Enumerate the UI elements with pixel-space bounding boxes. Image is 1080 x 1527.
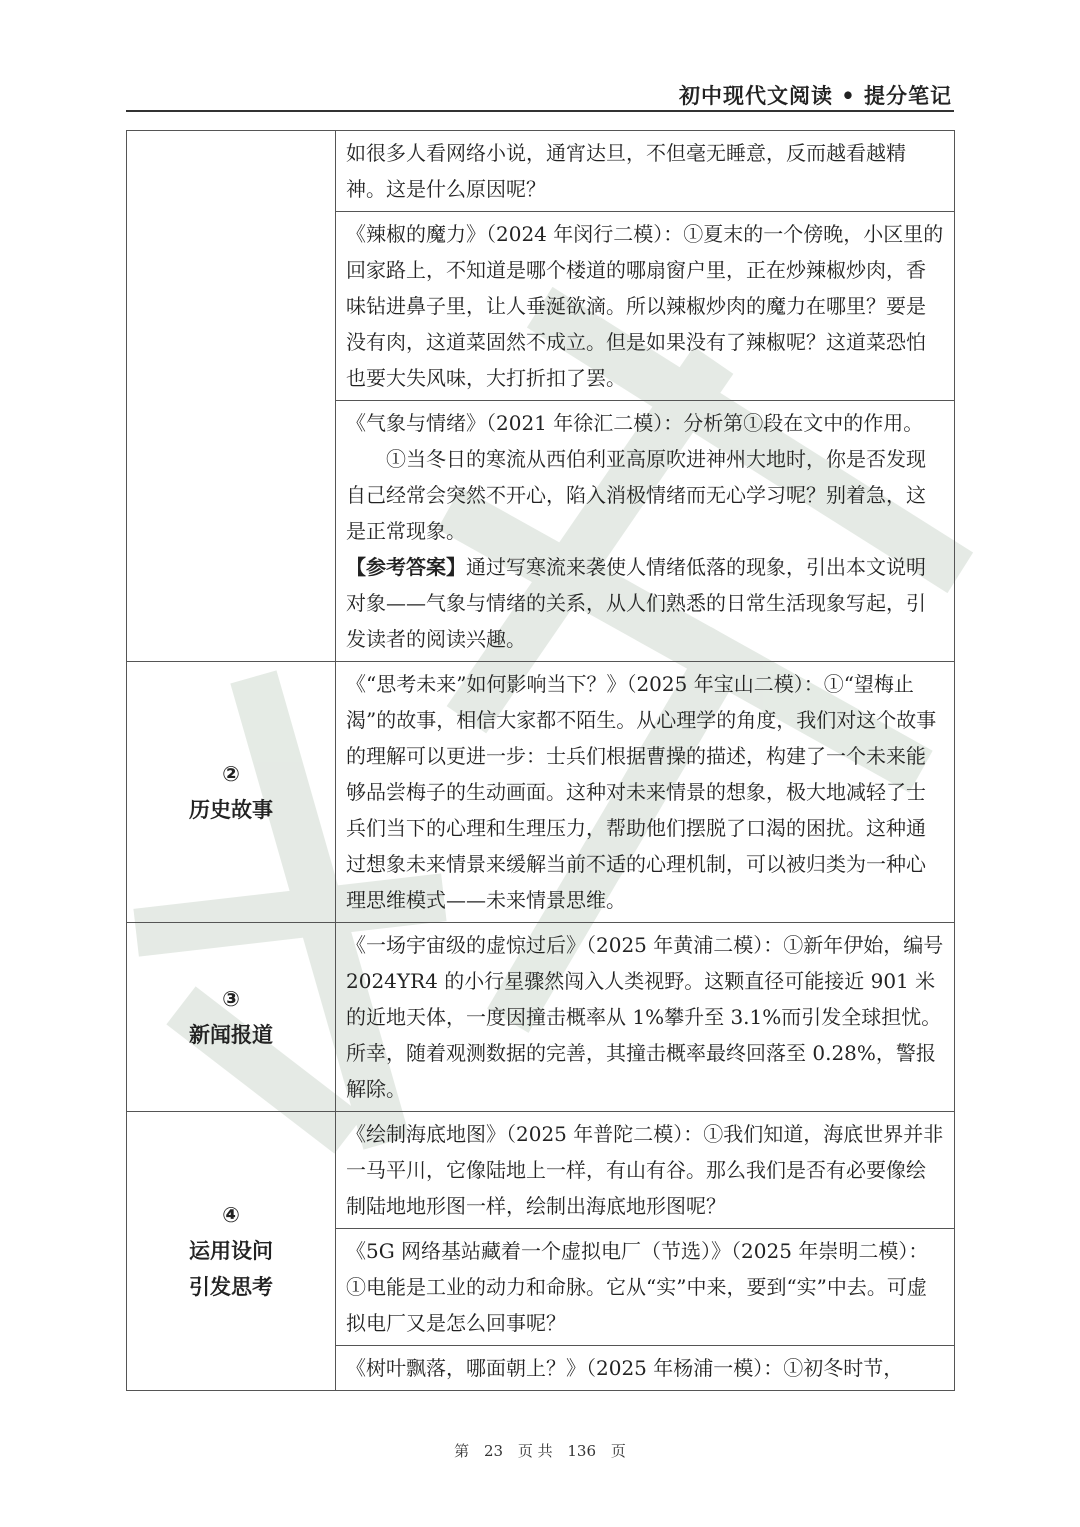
category-cell-news (127, 923, 336, 1112)
example-cell: 《树叶飘落，哪面朝上？》（2025 年杨浦一模）：①初冬时节， (336, 1346, 955, 1391)
empty-category-cell (127, 131, 336, 662)
table-row (127, 131, 955, 212)
example-cell (336, 401, 955, 662)
category-cell-history (127, 662, 336, 923)
example-cell: 如很多人看网络小说，通宵达旦，不但毫无睡意，反而越看越精神。这是什么原因呢？ (336, 131, 955, 212)
category-label: 历史故事 (189, 798, 273, 822)
category-label: 引发思考 (189, 1275, 273, 1299)
category-number: ② (222, 762, 240, 786)
category-label: 运用设问 (189, 1239, 273, 1263)
example-cell: 《辣椒的魔力》（2024 年闵行二模）：①夏末的一个傍晚，小区里的回家路上，不知道是哪个楼道的哪扇窗户里，正在炒辣椒炒肉，香味钻进鼻子里，让人垂涎欲滴。所以辣椒炒肉的魔力在哪里？要是没有肉，这道菜固然不成立。但是如果没有了辣椒呢？这道菜恐怕也要大失风味，大打折扣了罢。 (336, 212, 955, 401)
answer-text: 通过写寒流来袭使人情绪低落的现象，引出本文说明对象——气象与情绪的关系，从人们熟悉的日常生活现象写起，引发读者的阅读兴趣。 (346, 555, 926, 651)
example-passage: ①当冬日的寒流从西伯利亚高原吹进神州大地时，你是否发现自己经常会突然不开心，陷入消极情绪而无心学习呢？别着急，这是正常现象。 (346, 447, 926, 543)
category-number: ④ (222, 1203, 240, 1227)
category-label: 新闻报道 (189, 1023, 273, 1047)
footer-total-pages: 136 (567, 1442, 597, 1460)
header-rule (126, 110, 954, 112)
answer-label: 【参考答案】 (346, 555, 466, 579)
category-cell-rhetorical-question (127, 1112, 336, 1391)
footer-prefix: 第 (454, 1442, 470, 1460)
table-row (127, 923, 955, 1112)
example-cell: 《“思考未来”如何影响当下？》（2025 年宝山二模）：①“望梅止渴”的故事，相信大家都不陌生。从心理学的角度，我们对这个故事的理解可以更进一步：士兵们根据曹操的描述，构建了一个未来能够品尝梅子的生动画面。这种对未来情景的想象，极大地减轻了士兵们当下的心理和生理压力，帮助他们摆脱了口渴的困扰。这种通过想象未来情景来缓解当前不适的心理机制，可以被归类为一种心理思维模式——未来情景思维。 (336, 662, 955, 923)
example-title: 《气象与情绪》（2021 年徐汇二模）：分析第①段在文中的作用。 (346, 411, 924, 435)
page-header-title: 初中现代文阅读 • 提分笔记 (678, 83, 952, 108)
example-cell: 《绘制海底地图》（2025 年普陀二模）：①我们知道，海底世界并非一马平川，它像陆地上一样，有山有谷。那么我们是否有必要像绘制陆地地形图一样，绘制出海底地形图呢？ (336, 1112, 955, 1229)
table-row (127, 662, 955, 923)
table-row (127, 1112, 955, 1229)
footer-mid: 页 共 (517, 1442, 553, 1460)
footer-page-number: 23 (483, 1442, 504, 1460)
example-cell: 《一场宇宙级的虚惊过后》（2025 年黄浦二模）：①新年伊始，编号 2024YR4 的小行星骤然闯入人类视野。这颗直径可能接近 901 米的近地天体，一度因撞击概率从 1%攀升至 3.1%而引发全球担忧。所幸，随着观测数据的完善，其撞击概率最终回落至 0.28%，警报解除。 (336, 923, 955, 1112)
category-number: ③ (222, 987, 240, 1011)
footer-suffix: 页 (610, 1442, 626, 1460)
content-table (126, 130, 955, 1391)
example-cell: 《5G 网络基站藏着一个虚拟电厂（节选）》（2025 年崇明二模）：①电能是工业的动力和命脉。它从“实”中来，要到“实”中去。可虚拟电厂又是怎么回事呢？ (336, 1229, 955, 1346)
page-footer (0, 1440, 1080, 1461)
